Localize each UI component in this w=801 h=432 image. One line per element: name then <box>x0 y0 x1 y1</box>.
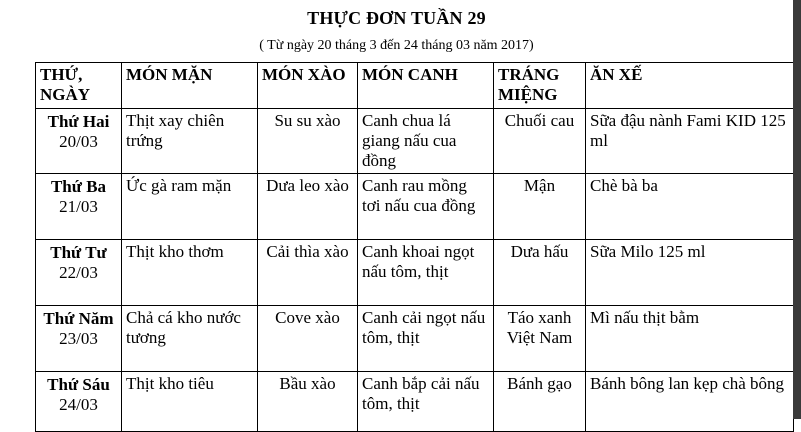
table-header-row <box>36 63 794 109</box>
soup-cell: Canh bắp cải nấu tôm, thịt <box>358 372 494 432</box>
dessert-cell: Mận <box>494 174 586 240</box>
snack-cell: Sữa Milo 125 ml <box>586 240 794 306</box>
stir-fry-cell: Bầu xào <box>258 372 358 432</box>
stir-fry-cell: Cove xào <box>258 306 358 372</box>
snack-cell: Bánh bông lan kẹp chà bông <box>586 372 794 432</box>
header-stir-fry: MÓN XÀO <box>258 63 358 109</box>
menu-date-range: ( Từ ngày 20 tháng 3 đến 24 tháng 03 năm 2017) <box>259 38 534 53</box>
dessert-cell: Dưa hấu <box>494 240 586 306</box>
main-dish-cell: Thịt kho tiêu <box>122 372 258 432</box>
page-edge-shadow <box>793 0 801 419</box>
header-snack: ĂN XẾ <box>586 63 794 109</box>
stir-fry-cell: Su su xào <box>258 109 358 174</box>
day-date: 24/03 <box>59 395 98 414</box>
table-row <box>36 240 794 306</box>
weekly-menu-table <box>35 62 794 432</box>
table-row <box>36 306 794 372</box>
header-soup: MÓN CANH <box>358 63 494 109</box>
snack-cell: Sữa đậu nành Fami KID 125 ml <box>586 109 794 174</box>
stir-fry-cell: Dưa leo xào <box>258 174 358 240</box>
main-dish-cell: Ức gà ram mặn <box>122 174 258 240</box>
day-date: 22/03 <box>59 263 98 282</box>
snack-cell: Mì nấu thịt bằm <box>586 306 794 372</box>
menu-title: THỰC ĐƠN TUẦN 29 <box>307 8 486 28</box>
table-row <box>36 174 794 240</box>
dessert-cell: Bánh gạo <box>494 372 586 432</box>
table-row <box>36 109 794 174</box>
soup-cell: Canh chua lá giang nấu cua đồng <box>358 109 494 174</box>
main-dish-cell: Chả cá kho nước tương <box>122 306 258 372</box>
header-main-dish: MÓN MẶN <box>122 63 258 109</box>
soup-cell: Canh rau mồng tơi nấu cua đồng <box>358 174 494 240</box>
main-dish-cell: Thịt xay chiên trứng <box>122 109 258 174</box>
soup-cell: Canh cải ngọt nấu tôm, thịt <box>358 306 494 372</box>
day-cell <box>36 174 122 240</box>
dessert-cell: Táo xanh Việt Nam <box>494 306 586 372</box>
day-name: Thứ Ba <box>50 177 107 196</box>
main-dish-cell: Thịt kho thơm <box>122 240 258 306</box>
day-date: 23/03 <box>59 329 98 348</box>
header-day: THỨ, NGÀY <box>36 63 122 109</box>
day-cell <box>36 306 122 372</box>
day-name: Thứ Tư <box>50 243 107 262</box>
stir-fry-cell: Cải thìa xào <box>258 240 358 306</box>
snack-cell: Chè bà ba <box>586 174 794 240</box>
day-name: Thứ Hai <box>47 112 110 131</box>
day-date: 21/03 <box>59 197 98 216</box>
day-date: 20/03 <box>59 132 98 151</box>
day-cell <box>36 240 122 306</box>
day-name: Thứ Năm <box>43 309 114 328</box>
day-cell <box>36 372 122 432</box>
table-row <box>36 372 794 432</box>
dessert-cell: Chuối cau <box>494 109 586 174</box>
header-dessert: TRÁNG MIỆNG <box>494 63 586 109</box>
day-name: Thứ Sáu <box>47 375 110 394</box>
soup-cell: Canh khoai ngọt nấu tôm, thịt <box>358 240 494 306</box>
day-cell <box>36 109 122 174</box>
